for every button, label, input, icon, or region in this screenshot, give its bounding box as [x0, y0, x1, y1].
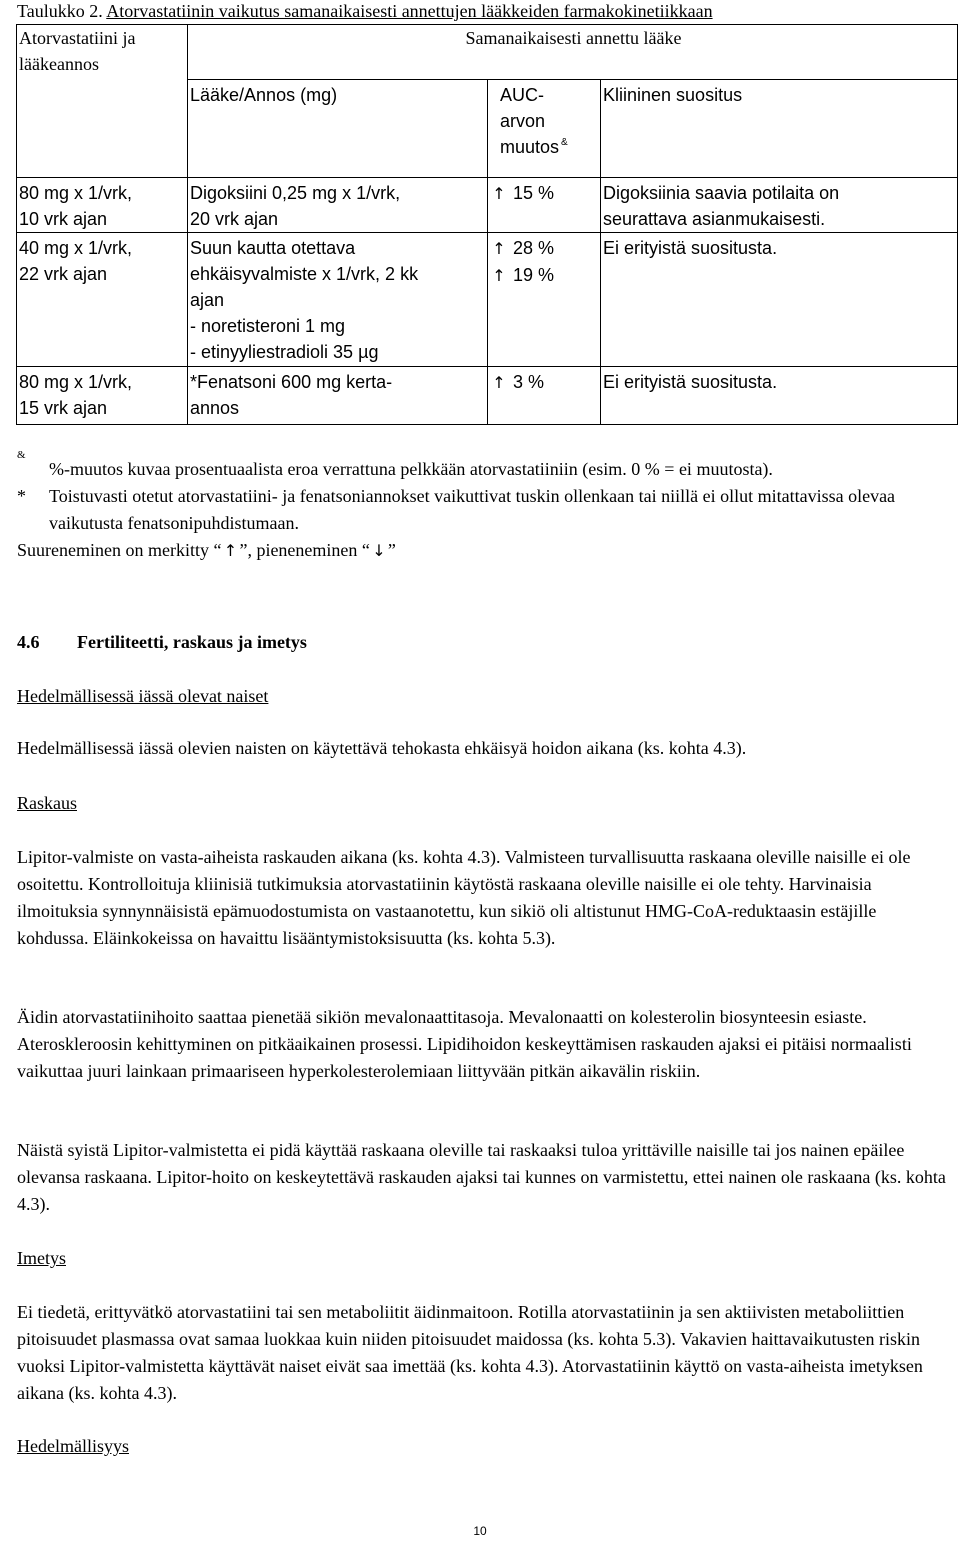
- row3-drug: *Fenatsoni 600 mg kerta- annos: [188, 367, 488, 425]
- row2-atorvastatin: 40 mg x 1/vrk, 22 vrk ajan: [17, 233, 188, 367]
- col1-header-spacer: [17, 80, 188, 178]
- paragraph-pregnancy-3: Näistä syistä Lipitor-valmistetta ei pidä käyttää raskaana oleville tai raskaaksi tuloa yrittäville naisille tai jos nainen epäilee olevansa raskaana. Lipitor-hoito on keskeytettävä raskauden ajaksi tai kunnes on varmistettu, ettei nainen ole raskaana (ks. kohta 4.3).: [17, 1140, 946, 1214]
- interaction-table: [16, 24, 958, 425]
- subheading-fertility: Hedelmällisyys: [17, 1436, 129, 1456]
- arrow-down-icon: ↓: [372, 541, 386, 560]
- caption-title: Atorvastatiinin vaikutus samanaikaisesti annettujen lääkkeiden farmakokinetiikkaan: [106, 1, 713, 21]
- page-number: 10: [473, 1524, 487, 1538]
- arrow-up-icon: ↑: [223, 541, 238, 560]
- paragraph-pregnancy-2: Äidin atorvastatiinihoito saattaa pienetää sikiön mevalonaattitasoja. Mevalonaatti on kolesterolin biosynteesin esiaste. Ateroskleroosin kehittyminen on pitkäaikainen prosessi. Lipidihoidon keskeyttämisen raskauden ajaksi ei pitäisi normaalisti vaikuttaa juuri lainkaan primaariseen hyperkolesterolemiaan liittyvään pitkän aikavälin riskiin.: [17, 1007, 912, 1081]
- caption-label: Taulukko 2.: [17, 1, 103, 21]
- row3-atorvastatin: 80 mg x 1/vrk, 15 vrk ajan: [17, 367, 188, 425]
- row1-auc: ↑ 15 %: [488, 178, 601, 233]
- paragraph-fertile-women: Hedelmällisessä iässä olevien naisten on käytettävä tehokasta ehkäisyä hoidon aikana (ks. kohta 4.3).: [17, 738, 747, 758]
- group-header: Samanaikaisesti annettu lääke: [188, 25, 958, 80]
- paragraph-lactation: Ei tiedetä, erittyvätkö atorvastatiini tai sen metaboliitit äidinmaitoon. Rotilla atorvastatiinin ja sen aktiivisten metaboliittien pitoisuudet plasmassa ovat samaa luokkaa kuin niiden pitoisuudet maidossa (ks. kohta 5.3). Vakavien haittavaikutusten riskin vuoksi Lipitor-valmistetta käyttävät naiset eivät saa imettää (ks. kohta 4.3). Atorvastatiinin käyttö on vasta-aiheista imetyksen aikana (ks. kohta 4.3).: [17, 1302, 923, 1403]
- table-footnotes: [17, 448, 947, 564]
- star-footnote: * Toistuvasti otetut atorvastatiini- ja fenatsoniannokset vaikuttivat tuskin ollenkaan tai niillä ei ollut mitattavissa olevaa vaikutusta fenatsonipuhdistumaan.: [17, 486, 896, 533]
- row2-drug: Suun kautta otettava ehkäisyvalmiste x 1/vrk, 2 kk ajan - noretisteroni 1 mg - etinyyliestradioli 35 µg: [188, 233, 488, 367]
- section-heading: 4.6 Fertiliteetti, raskaus ja imetys: [17, 632, 307, 652]
- row1-atorvastatin: 80 mg x 1/vrk, 10 vrk ajan: [17, 178, 188, 233]
- drug-dose-header: Lääke/Annos (mg): [188, 80, 488, 178]
- arrow-up-icon: ↑: [492, 239, 506, 258]
- arrow-legend: Suureneminen on merkitty “ ↑ ”, pieneneminen “ ↓ ”: [17, 537, 947, 564]
- table-row: [17, 367, 958, 425]
- subheading-lactation: Imetys: [17, 1248, 66, 1268]
- col1-header: Atorvastatiini ja lääkeannos: [17, 25, 188, 80]
- row2-recommendation: Ei erityistä suositusta.: [601, 233, 958, 367]
- arrow-up-icon: ↑: [492, 184, 506, 203]
- recommendation-header: Kliininen suositus: [601, 80, 958, 178]
- arrow-up-icon: ↑: [492, 266, 506, 285]
- row3-recommendation: Ei erityistä suositusta.: [601, 367, 958, 425]
- auc-footnote-marker: &: [561, 137, 568, 148]
- arrow-up-icon: ↑: [492, 373, 506, 392]
- row1-recommendation: Digoksiinia saavia potilaita on seurattava asianmukaisesti.: [601, 178, 958, 233]
- amp-footnote-marker: &: [17, 449, 26, 461]
- amp-footnote: %-muutos kuvaa prosentuaalista eroa verrattuna pelkkään atorvastatiiniin (esim. 0 % = ei muutosta).: [49, 459, 773, 479]
- subheading-pregnancy: Raskaus: [17, 793, 77, 813]
- paragraph-pregnancy-1: Lipitor-valmiste on vasta-aiheista raskauden aikana (ks. kohta 4.3). Valmisteen turvallisuutta raskaana oleville naisille ei ole osoitettu. Kontrolloituja kliinisiä tutkimuksia atorvastatiinin käytöstä raskaana oleville naisille ei ole tehty. Harvinaisia ilmoituksia synnynnäisistä epämuodostumista on vastaanotettu, kun sikiö oli altistunut HMG-CoA-reduktaasin estäjille kohdussa. Eläinkokeissa on havaittu lisääntymistoksisuutta (ks. kohta 5.3).: [17, 847, 911, 948]
- auc-header: AUC- arvon muutos &: [488, 80, 601, 178]
- table-row: [17, 178, 958, 233]
- table-caption: [17, 0, 947, 22]
- row3-auc: ↑ 3 %: [488, 367, 601, 425]
- row1-drug: Digoksiini 0,25 mg x 1/vrk, 20 vrk ajan: [188, 178, 488, 233]
- table-row: [17, 233, 958, 367]
- subheading-fertile-women: Hedelmällisessä iässä olevat naiset: [17, 686, 269, 706]
- row2-auc: ↑ 28 % ↑ 19 %: [488, 233, 601, 367]
